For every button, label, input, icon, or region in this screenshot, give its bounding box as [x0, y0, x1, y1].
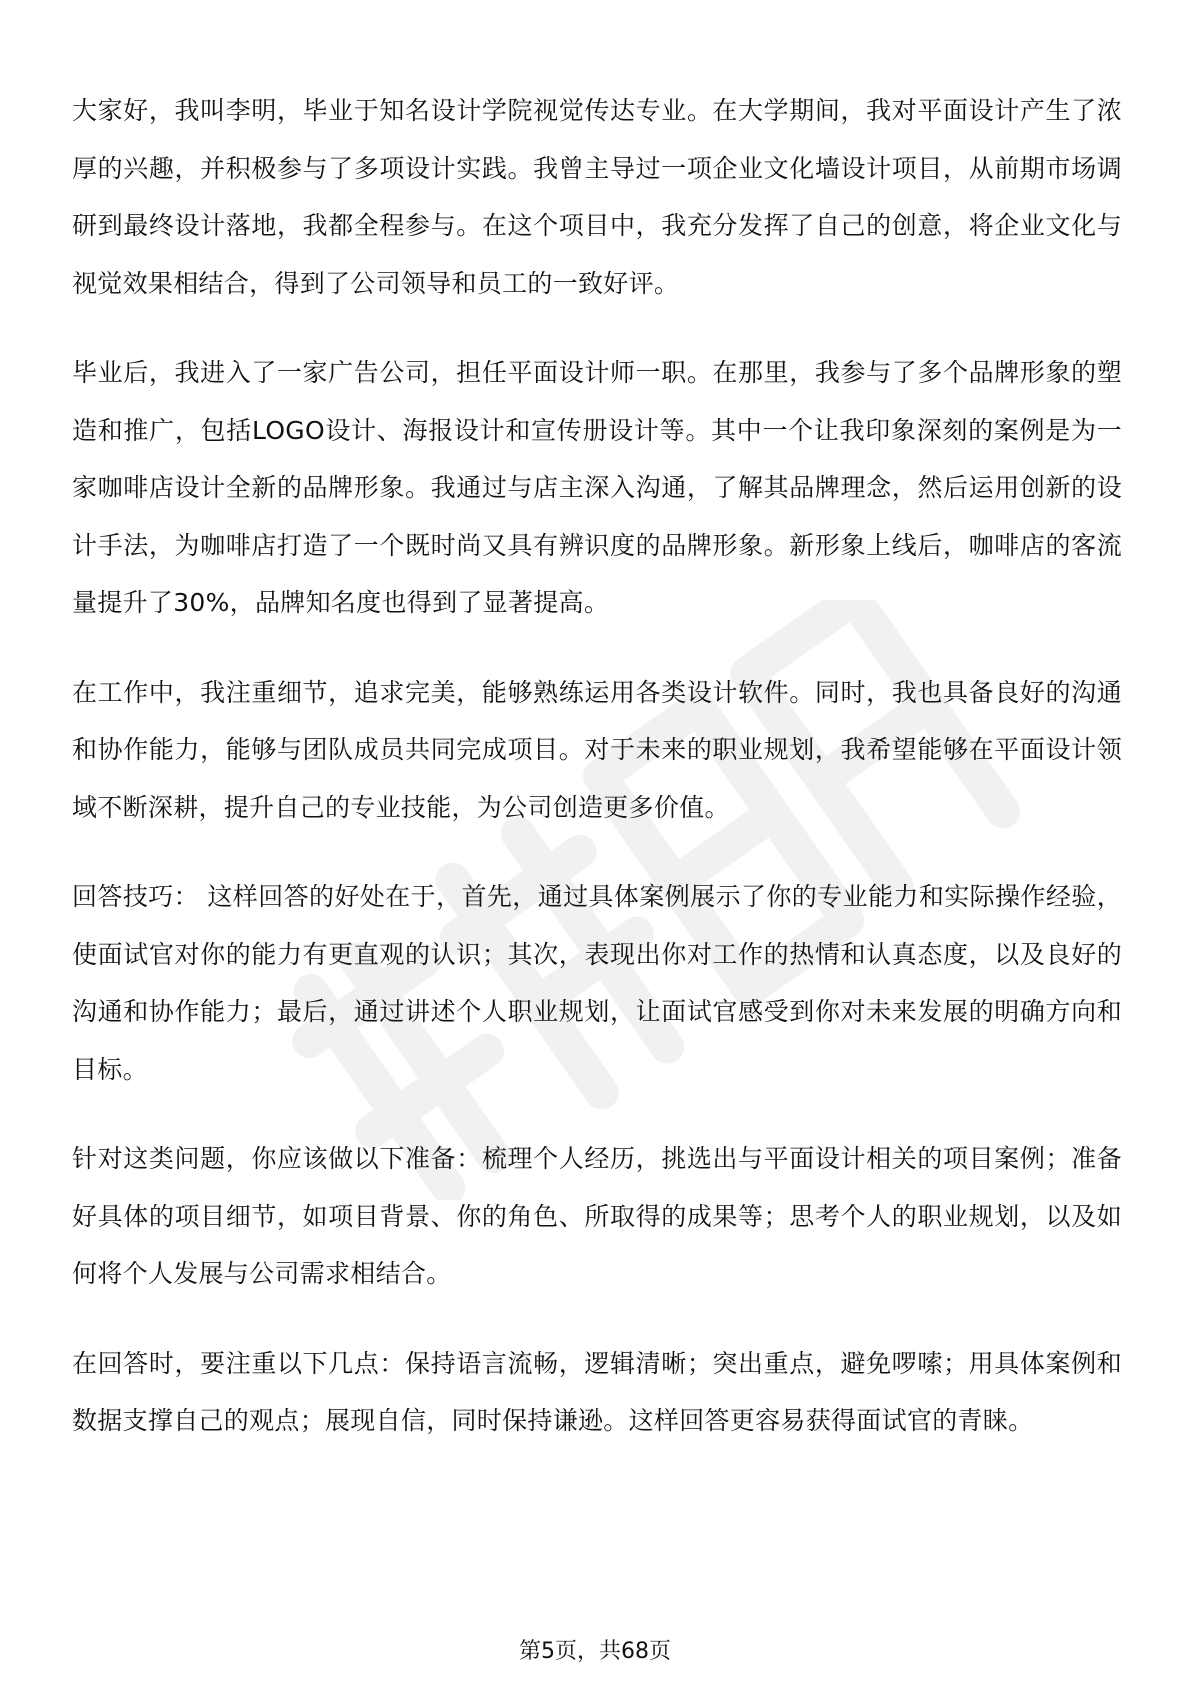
paragraph-answer-tips: 回答技巧： 这样回答的好处在于，首先，通过具体案例展示了你的专业能力和实际操作经验，使面试官对你的能力有更直观的认识；其次，表现出你对工作的热情和认真态度，以及良好的沟通和协作能力；最后，通过讲述个人职业规划，让面试官感受到你对未来发展的明确方向和目标。 — [72, 882, 1122, 1084]
paragraph-intro: 大家好，我叫李明，毕业于知名设计学院视觉传达专业。在大学期间，我对平面设计产生了浓厚的兴趣，并积极参与了多项设计实践。我曾主导过一项企业文化墙设计项目，从前期市场调研到最终设计落地，我都全程参与。在这个项目中，我充分发挥了自己的创意，将企业文化与视觉效果相结合，得到了公司领导和员工的一致好评。 — [72, 96, 1122, 298]
paragraph-preparation: 针对这类问题，你应该做以下准备：梳理个人经历，挑选出与平面设计相关的项目案例；准备好具体的项目细节，如项目背景、你的角色、所取得的成果等；思考个人的职业规划，以及如何将个人发展与公司需求相结合。 — [72, 1144, 1122, 1288]
paragraph-work-experience: 毕业后，我进入了一家广告公司，担任平面设计师一职。在那里，我参与了多个品牌形象的塑造和推广，包括LOGO设计、海报设计和宣传册设计等。其中一个让我印象深刻的案例是为一家咖啡店设计全新的品牌形象。我通过与店主深入沟通，了解其品牌理念，然后运用创新的设计手法，为咖啡店打造了一个既时尚又具有辨识度的品牌形象。新形象上线后，咖啡店的客流量提升了30%，品牌知名度也得到了显著提高。 — [72, 358, 1122, 617]
page-footer: 第5页，共68页 — [519, 1639, 671, 1664]
paragraph-key-points: 在回答时，要注重以下几点：保持语言流畅，逻辑清晰；突出重点，避免啰嗦；用具体案例和数据支撑自己的观点；展现自信，同时保持谦逊。这样回答更容易获得面试官的青睐。 — [72, 1348, 1122, 1435]
document-body — [72, 82, 1122, 1482]
paragraph-work-attitude: 在工作中，我注重细节，追求完美，能够熟练运用各类设计软件。同时，我也具备良好的沟通和协作能力，能够与团队成员共同完成项目。对于未来的职业规划，我希望能够在平面设计领域不断深耕，提升自己的专业技能，为公司创造更多价值。 — [72, 677, 1122, 822]
